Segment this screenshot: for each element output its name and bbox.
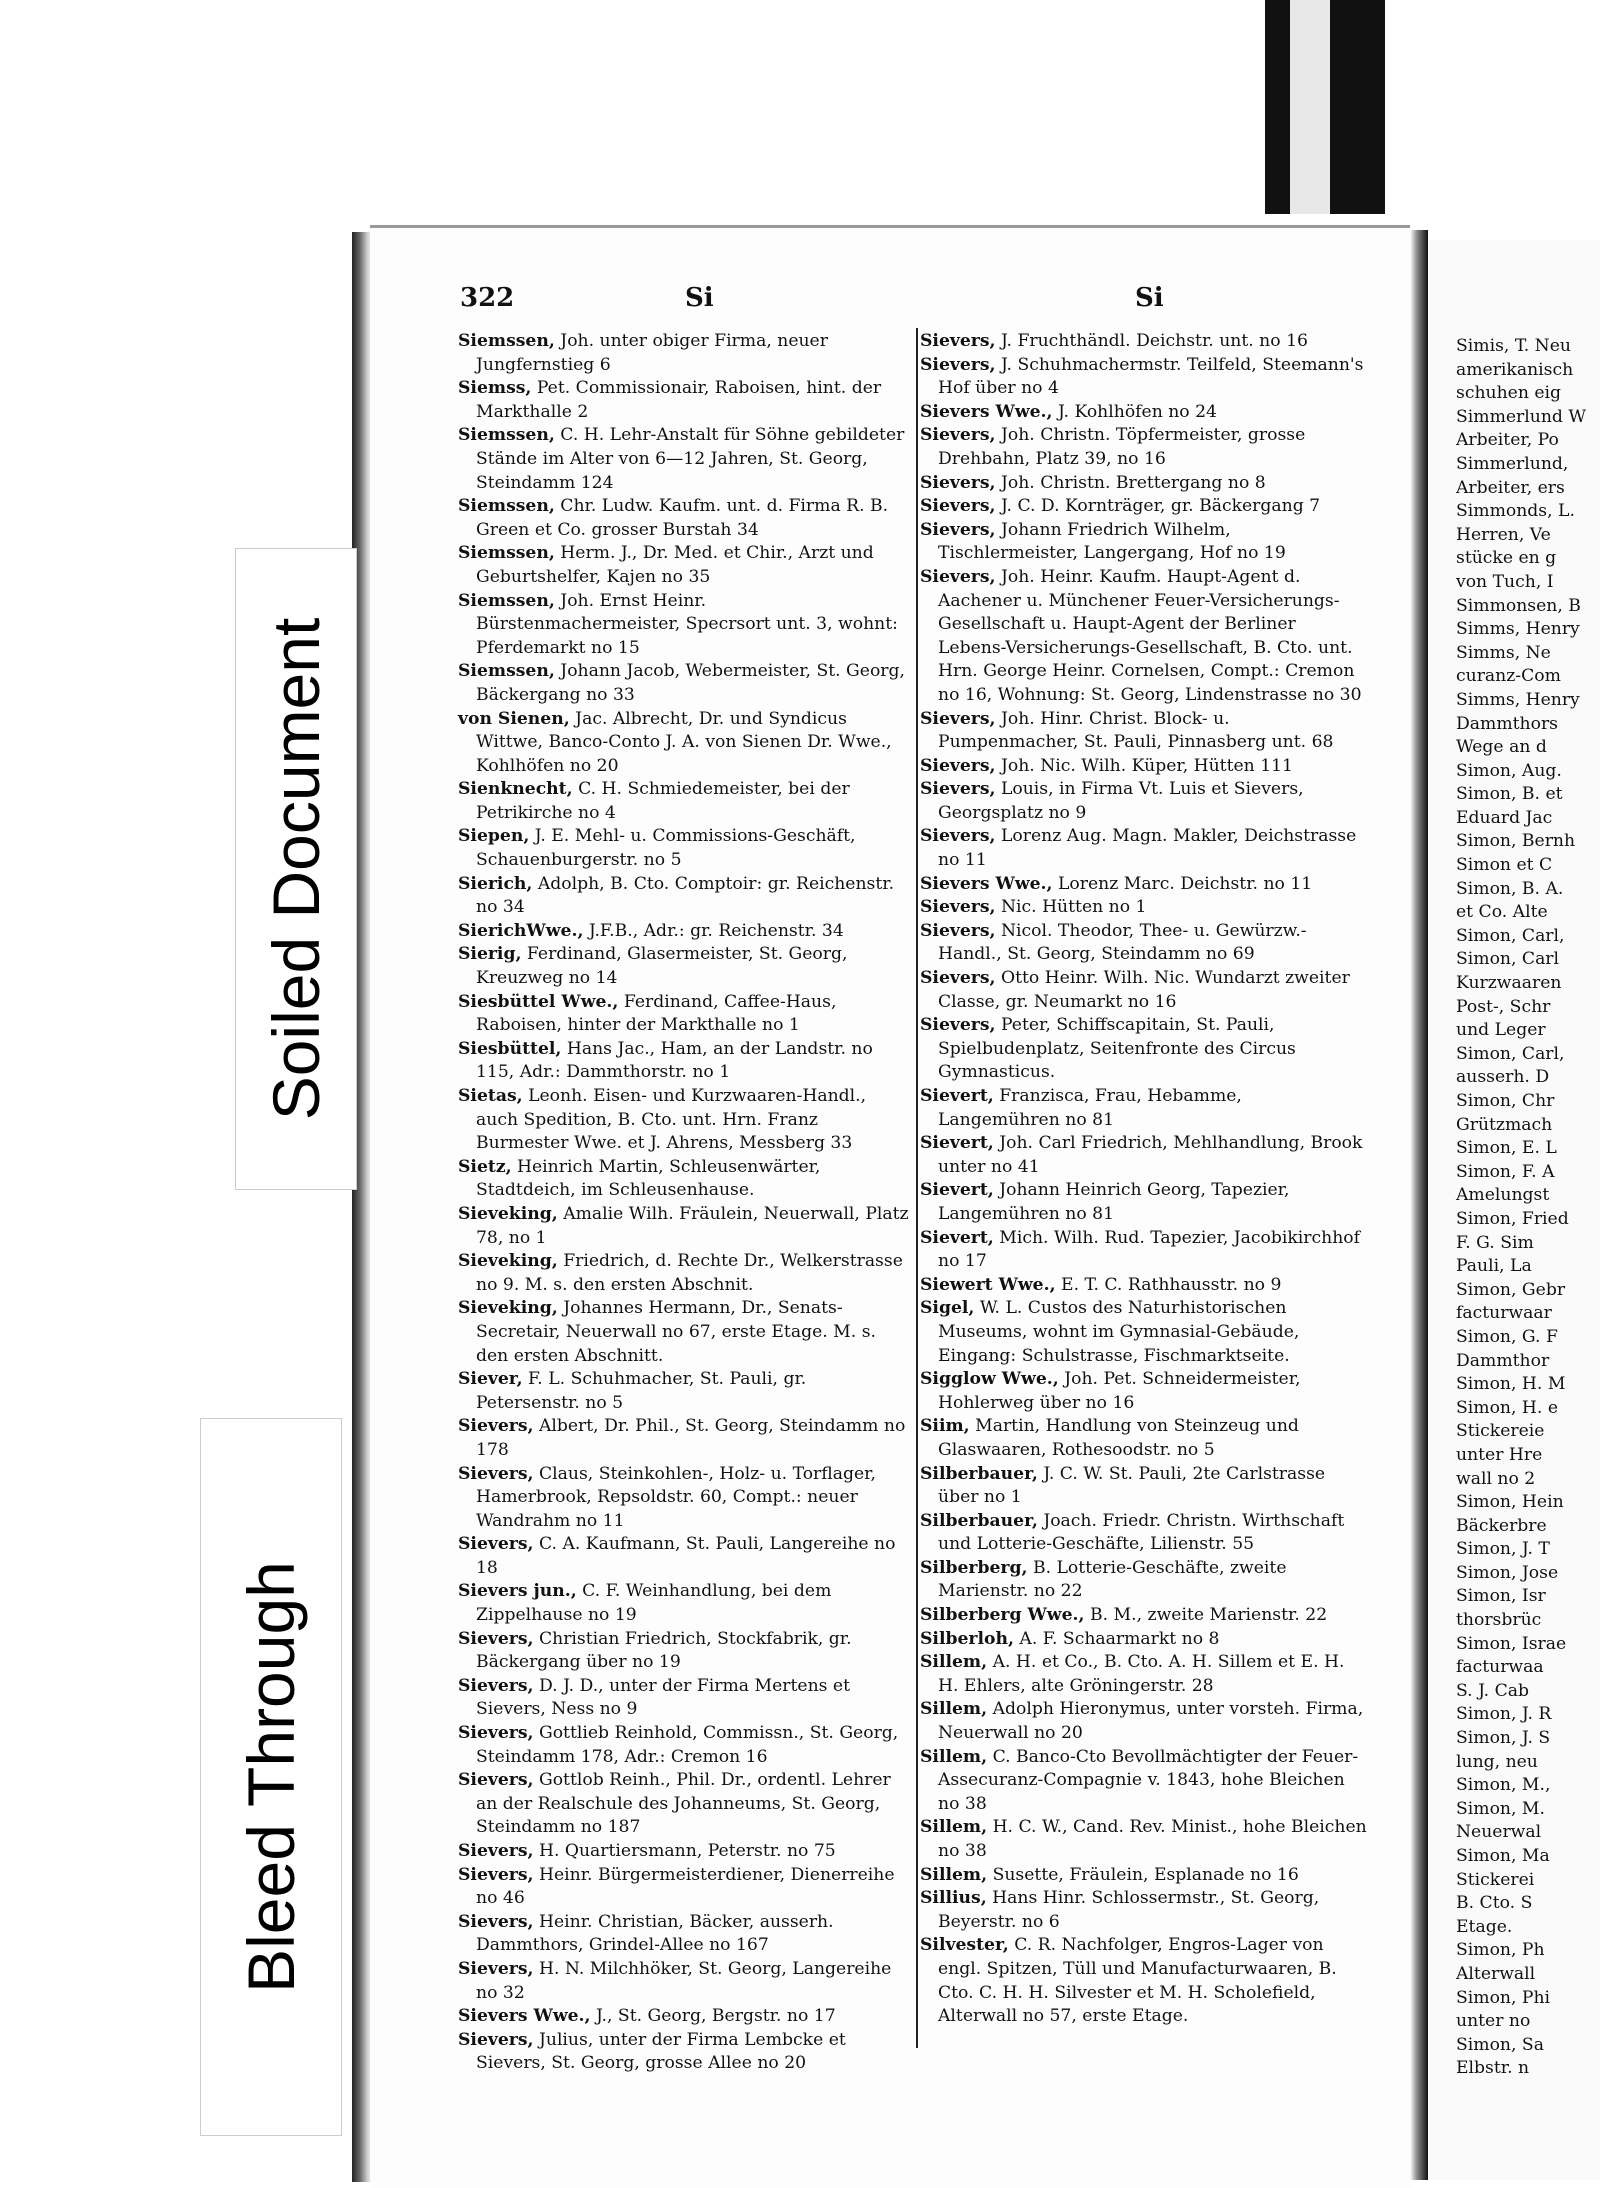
directory-entry: Silberloh, A. F. Schaarmarkt no 8	[920, 1628, 1220, 1649]
next-page-line: Simon, Gebr	[1456, 1279, 1566, 1300]
next-page-line: facturwaa	[1456, 1657, 1544, 1678]
next-page-line: unter Hre	[1456, 1444, 1543, 1465]
next-page-line: Simon, B. A.	[1456, 878, 1564, 899]
directory-entry: Sievers, Peter, Schiffscapitain, St. Pauli, Spielbudenplatz, Seitenfronte des Circus Gymnasticus.	[920, 1015, 1296, 1083]
bleed-through-text: Bleed Through	[234, 1561, 308, 1993]
backing-strip	[1290, 0, 1330, 214]
next-page-line: Simon, Phi	[1456, 1987, 1551, 2008]
directory-entry: Sierich, Adolph, B. Cto. Comptoir: gr. Reichenstr. no 34	[458, 873, 895, 918]
directory-entry: Sillem, H. C. W., Cand. Rev. Minist., hohe Bleichen no 38	[920, 1817, 1367, 1861]
next-page-line: Simon, Ma	[1456, 1846, 1550, 1866]
next-page-line: thorsbrüc	[1456, 1610, 1542, 1631]
soiled-document-text: Soiled Document	[259, 617, 333, 1121]
directory-entry: Sievers, H. N. Milchhöker, St. Georg, Langereihe no 32	[458, 1958, 892, 2003]
directory-entry: Siemss, Pet. Commissionair, Raboisen, hint. der Markthalle 2	[458, 378, 882, 422]
next-page-line: Neuerwal	[1456, 1822, 1542, 1843]
directory-entry: Siim, Martin, Handlung von Steinzeug und Glaswaaren, Rothesoodstr. no 5	[920, 1416, 1299, 1460]
directory-entry: Sievers, J. C. D. Kornträger, gr. Bäckergang 7	[920, 496, 1321, 517]
directory-entry: Sievers Wwe., J. Kohlhöfen no 24	[920, 401, 1217, 422]
directory-entry: Sillem, Susette, Fräulein, Esplanade no 16	[920, 1864, 1299, 1885]
next-page-line: Simon, J. R	[1456, 1704, 1552, 1725]
directory-entry: Sievers jun., C. F. Weinhandlung, bei dem Zippelhause no 19	[458, 1581, 832, 1626]
next-page-line: Stickereie	[1456, 1421, 1545, 1442]
next-page-line: Simon, Israe	[1456, 1633, 1567, 1654]
directory-entry: Sieveking, Friedrich, d. Rechte Dr., Welkerstrasse no 9. M. s. den ersten Abschnit.	[458, 1251, 903, 1295]
directory-entry: Sievert, Franzisca, Frau, Hebamme, Langemühren no 81	[920, 1086, 1242, 1130]
next-page-line: curanz-Com	[1456, 666, 1561, 687]
directory-entry: Sievers, Heinr. Bürgermeisterdiener, Dienerreihe no 46	[458, 1864, 895, 1909]
next-page-line: Kurzwaaren	[1456, 973, 1562, 994]
directory-entry: Sievers, Gottlieb Reinhold, Commissn., St. Georg, Steindamm 178, Adr.: Cremon 16	[458, 1723, 899, 1767]
next-page-line: Bäckerbre	[1456, 1515, 1547, 1536]
directory-entry: Siemssen, Joh. Ernst Heinr. Bürstenmachermeister, Specrsort unt. 3, wohnt: Pferdemarkt no 15	[458, 590, 898, 658]
next-page-line: Simon, M.,	[1456, 1775, 1551, 1796]
directory-entry: Sievers, Christian Friedrich, Stockfabrik, gr. Bäckergang über no 19	[458, 1628, 852, 1673]
next-page-line: Simon, Fried	[1456, 1208, 1569, 1229]
next-page-line: Simon, B. et	[1456, 784, 1563, 805]
next-page-line: Simon, Chr	[1456, 1091, 1555, 1111]
soiled-document-label	[235, 548, 357, 1190]
directory-entry: Silvester, C. R. Nachfolger, Engros-Lager von engl. Spitzen, Tüll und Manufacturwaaren, B. Cto. C. H. H. Silvester et M. H. Scholefield, Alterwall no 57, erste Etage.	[920, 1935, 1337, 2027]
next-page-line: Simms, Henry	[1456, 689, 1580, 710]
directory-entry: Sievers, Joh. Christn. Töpfermeister, grosse Drehbahn, Platz 39, no 16	[920, 425, 1306, 469]
left-column	[458, 330, 913, 2076]
directory-entry: Siepen, J. E. Mehl- u. Commissions-Geschäft, Schauenburgerstr. no 5	[458, 826, 856, 871]
next-page-line: Wege an d	[1456, 737, 1547, 758]
directory-entry: Sievers, Lorenz Aug. Magn. Makler, Deichstrasse no 11	[920, 826, 1357, 871]
next-page-line: Simms, Ne	[1456, 642, 1551, 663]
next-page-line: von Tuch, I	[1456, 571, 1554, 592]
next-page-line: Simon, Carl	[1456, 949, 1560, 970]
next-page-line: Simmerlund,	[1456, 453, 1569, 474]
directory-entry: Sievers, Nic. Hütten no 1	[920, 897, 1147, 918]
next-page-line: Simon, E. L	[1456, 1138, 1557, 1159]
next-page-line: Simon et C	[1456, 855, 1553, 876]
next-page-line: Simon, Carl,	[1456, 1043, 1565, 1064]
directory-entry: Sievers, Joh. Nic. Wilh. Küper, Hütten 111	[920, 755, 1293, 776]
directory-entry: Sillem, C. Banco-Cto Bevollmächtigter der Feuer-Assecuranz-Compagnie v. 1843, hohe Bleichen no 38	[920, 1746, 1359, 1814]
column-divider	[916, 328, 918, 2048]
next-page-line: Dammthors	[1456, 713, 1558, 734]
next-page-line: Simon, Aug.	[1456, 760, 1562, 781]
directory-page	[370, 225, 1410, 2188]
directory-entry: Silberberg, B. Lotterie-Geschäfte, zweite Marienstr. no 22	[920, 1557, 1287, 1602]
directory-entry: Sievers, Joh. Christn. Brettergang no 8	[920, 472, 1266, 493]
directory-entry: Sievers, Joh. Heinr. Kaufm. Haupt-Agent d. Aachener u. Münchener Feuer-Versicherungs-Gesellschaft u. Haupt-Agent der Berliner Lebens-Versicherungs-Gesellschaft, B. Cto. unt. Hrn. George Heinr. Cornelsen, Compt.: Cremon no 16, Wohnung: St. Georg, Lindenstrasse no 30	[920, 566, 1362, 705]
next-page-line: Simon, M.	[1456, 1798, 1545, 1819]
directory-entry: Sievert, Mich. Wilh. Rud. Tapezier, Jacobikirchhof no 17	[920, 1227, 1360, 1272]
directory-entry: Sievers, Johann Friedrich Wilhelm, Tischlermeister, Langergang, Hof no 19	[920, 519, 1286, 564]
header-right: Si	[1135, 283, 1164, 313]
next-page-line: Simmonds, L.	[1456, 501, 1575, 522]
directory-entry: Siemssen, C. H. Lehr-Anstalt für Söhne gebildeter Stände im Alter von 6—12 Jahren, St. Georg, Steindamm 124	[458, 425, 905, 493]
next-page-line: Elbstr. n	[1456, 2058, 1530, 2079]
directory-entry: Siemssen, Chr. Ludw. Kaufm. unt. d. Firma R. B. Green et Co. grosser Burstah 34	[458, 496, 889, 540]
next-page-line: ausserh. D	[1456, 1067, 1550, 1088]
next-page-line: schuhen eig	[1456, 383, 1562, 404]
next-page-line: Simon, Hein	[1456, 1492, 1564, 1513]
directory-entry: Sienknecht, C. H. Schmiedemeister, bei der Petrikirche no 4	[458, 779, 850, 823]
directory-entry: Sillem, Adolph Hieronymus, unter vorsteh. Firma, Neuerwall no 20	[920, 1699, 1364, 1744]
next-page-line: Herren, Ve	[1456, 524, 1551, 545]
next-page-line: S. J. Cab	[1456, 1680, 1529, 1701]
directory-entry: Siemssen, Herm. J., Dr. Med. et Chir., Arzt und Geburtshelfer, Kajen no 35	[458, 543, 874, 587]
next-page-fragment	[1428, 240, 1600, 2180]
next-page-line: Simon, J. S	[1456, 1728, 1551, 1749]
next-page-column	[1456, 335, 1600, 2081]
next-page-line: Simon, J. T	[1456, 1539, 1550, 1560]
next-page-line: Simis, T. Neu	[1456, 336, 1571, 356]
directory-entry: Sieveking, Johannes Hermann, Dr., Senats-Secretair, Neuerwall no 67, erste Etage. M. s. den ersten Abschnitt.	[458, 1298, 876, 1366]
directory-entry: Silberberg Wwe., B. M., zweite Marienstr. 22	[920, 1605, 1328, 1626]
next-page-line: wall no 2	[1456, 1468, 1536, 1489]
bleed-through-label	[200, 1418, 342, 2136]
next-page-line: und Leger	[1456, 1020, 1546, 1041]
directory-entry: Siesbüttel, Hans Jac., Ham, an der Landstr. no 115, Adr.: Dammthorstr. no 1	[458, 1038, 873, 1083]
next-page-line: B. Cto. S	[1456, 1893, 1533, 1914]
next-page-line: Dammthor	[1456, 1350, 1550, 1371]
next-page-line: Arbeiter, ers	[1456, 477, 1565, 498]
directory-entry: Siewert Wwe., E. T. C. Rathhausstr. no 9	[920, 1274, 1282, 1295]
directory-entry: Sievers, J. Schuhmachermstr. Teilfeld, Steemann's Hof über no 4	[920, 354, 1364, 399]
next-page-line: Amelungst	[1456, 1185, 1550, 1206]
next-page-line: F. G. Sim	[1456, 1232, 1534, 1253]
next-page-line: Alterwall	[1456, 1963, 1536, 1984]
directory-entry: Siever, F. L. Schuhmacher, St. Pauli, gr. Petersenstr. no 5	[458, 1369, 807, 1413]
next-page-line: Simon, H. M	[1456, 1374, 1566, 1395]
next-page-line: Stickerei	[1456, 1869, 1535, 1890]
directory-entry: Sievers, C. A. Kaufmann, St. Pauli, Langereihe no 18	[458, 1534, 896, 1578]
header-left: Si	[685, 283, 714, 313]
next-page-line: Simon, Isr	[1456, 1586, 1546, 1607]
next-page-line: stücke en g	[1456, 548, 1557, 569]
directory-entry: Sievers Wwe., Lorenz Marc. Deichstr. no 11	[920, 873, 1313, 894]
page-header	[460, 283, 1350, 323]
directory-entry: Sievert, Johann Heinrich Georg, Tapezier, Langemühren no 81	[920, 1180, 1290, 1224]
right-column	[920, 330, 1368, 2029]
directory-entry: Sievers, Gottlob Reinh., Phil. Dr., ordentl. Lehrer an der Realschule des Johanneums, St. Georg, Steindamm no 187	[458, 1770, 891, 1838]
next-page-line: unter no	[1456, 2011, 1531, 2032]
directory-entry: Sievers, Otto Heinr. Wilh. Nic. Wundarzt zweiter Classe, gr. Neumarkt no 16	[920, 968, 1350, 1012]
directory-entry: Sievers, Claus, Steinkohlen-, Holz- u. Torflager, Hamerbrook, Repsoldstr. 60, Compt.: neuer Wandrahm no 11	[458, 1463, 876, 1531]
directory-entry: Silberbauer, J. C. W. St. Pauli, 2te Carlstrasse über no 1	[920, 1463, 1326, 1508]
next-page-line: Arbeiter, Po	[1456, 430, 1559, 451]
directory-entry: Sievers Wwe., J., St. Georg, Bergstr. no 17	[458, 2006, 836, 2027]
next-page-line: Simon, Bernh	[1456, 831, 1576, 852]
next-page-line: Grützmach	[1456, 1114, 1553, 1135]
directory-entry: Sievers, Nicol. Theodor, Thee- u. Gewürzw.-Handl., St. Georg, Steindamm no 69	[920, 920, 1307, 965]
directory-entry: Sievers, Heinr. Christian, Bäcker, ausserh. Dammthors, Grindel-Allee no 167	[458, 1911, 834, 1956]
directory-entry: Sievers, Louis, in Firma Vt. Luis et Sievers, Georgsplatz no 9	[920, 779, 1304, 823]
directory-entry: Sietas, Leonh. Eisen- und Kurzwaaren-Handl., auch Spedition, B. Cto. unt. Hrn. Franz Burmester Wwe. et J. Ahrens, Messberg 33	[458, 1086, 867, 1154]
page-gutter	[1410, 230, 1428, 2180]
directory-entry: Sievert, Joh. Carl Friedrich, Mehlhandlung, Brook unter no 41	[920, 1133, 1363, 1177]
directory-entry: Sievers, J. Fruchthändl. Deichstr. unt. no 16	[920, 331, 1308, 351]
next-page-line: amerikanisch	[1456, 359, 1574, 380]
directory-entry: Sievers, Julius, unter der Firma Lembcke et Sievers, St. Georg, grosse Allee no 20	[458, 2029, 846, 2074]
next-page-line: lung, neu	[1456, 1751, 1538, 1772]
directory-entry: Sievers, D. J. D., unter der Firma Mertens et Sievers, Ness no 9	[458, 1675, 851, 1720]
next-page-line: Post-, Schr	[1456, 996, 1551, 1017]
next-page-line: Pauli, La	[1456, 1256, 1532, 1277]
next-page-line: facturwaar	[1456, 1303, 1552, 1324]
directory-entry: Sievers, Joh. Hinr. Christ. Block- u. Pumpenmacher, St. Pauli, Pinnasberg unt. 68	[920, 708, 1334, 753]
next-page-line: Simmerlund W	[1456, 406, 1587, 427]
directory-entry: Silberbauer, Joach. Friedr. Christn. Wirthschaft und Lotterie-Geschäfte, Lilienstr. 55	[920, 1510, 1345, 1555]
directory-entry: Siesbüttel Wwe., Ferdinand, Caffee-Haus, Raboisen, hinter der Markthalle no 1	[458, 991, 837, 1036]
next-page-line: Simon, F. A	[1456, 1161, 1555, 1182]
next-page-line: Simon, Sa	[1456, 2034, 1544, 2055]
directory-entry: Sietz, Heinrich Martin, Schleusenwärter, Stadtdeich, im Schleusenhause.	[458, 1156, 821, 1201]
directory-entry: Siemssen, Johann Jacob, Webermeister, St. Georg, Bäckergang no 33	[458, 661, 905, 705]
directory-entry: SierichWwe., J.F.B., Adr.: gr. Reichenstr. 34	[458, 920, 844, 941]
directory-entry: Sigglow Wwe., Joh. Pet. Schneidermeister, Hohlerweg über no 16	[920, 1369, 1301, 1413]
next-page-line: Simon, Ph	[1456, 1940, 1545, 1961]
directory-entry: Sievers, H. Quartiersmann, Peterstr. no 75	[458, 1841, 836, 1861]
directory-entry: Sigel, W. L. Custos des Naturhistorischen Museums, wohnt im Gymnasial-Gebäude, Eingang: Schulstrasse, Fischmarktseite.	[920, 1298, 1300, 1366]
directory-entry: Sillius, Hans Hinr. Schlossermstr., St. Georg, Beyerstr. no 6	[920, 1888, 1320, 1932]
directory-entry: Sieveking, Amalie Wilh. Fräulein, Neuerwall, Platz 78, no 1	[458, 1203, 909, 1248]
next-page-line: et Co. Alte	[1456, 902, 1548, 923]
directory-entry: Sievers, Albert, Dr. Phil., St. Georg, Steindamm no 178	[458, 1416, 906, 1460]
page-number: 322	[460, 283, 515, 313]
directory-entry: Sillem, A. H. et Co., B. Cto. A. H. Sillem et E. H. H. Ehlers, alte Gröningerstr. 28	[920, 1652, 1345, 1696]
next-page-line: Eduard Jac	[1456, 807, 1553, 828]
directory-entry: Sierig, Ferdinand, Glasermeister, St. Georg, Kreuzweg no 14	[458, 944, 848, 989]
directory-entry: von Sienen, Jac. Albrecht, Dr. und Syndicus Wittwe, Banco-Conto J. A. von Sienen Dr. Wwe., Kohlhöfen no 20	[458, 708, 892, 776]
directory-entry: Siemssen, Joh. unter obiger Firma, neuer Jungfernstieg 6	[458, 331, 828, 375]
next-page-line: Simmonsen, B	[1456, 595, 1581, 616]
next-page-line: Simon, Carl,	[1456, 925, 1565, 946]
next-page-line: Simon, H. e	[1456, 1397, 1559, 1418]
next-page-line: Simon, Jose	[1456, 1562, 1559, 1583]
next-page-line: Etage.	[1456, 1916, 1513, 1937]
next-page-line: Simon, G. F	[1456, 1326, 1558, 1347]
next-page-line: Simms, Henry	[1456, 619, 1580, 640]
